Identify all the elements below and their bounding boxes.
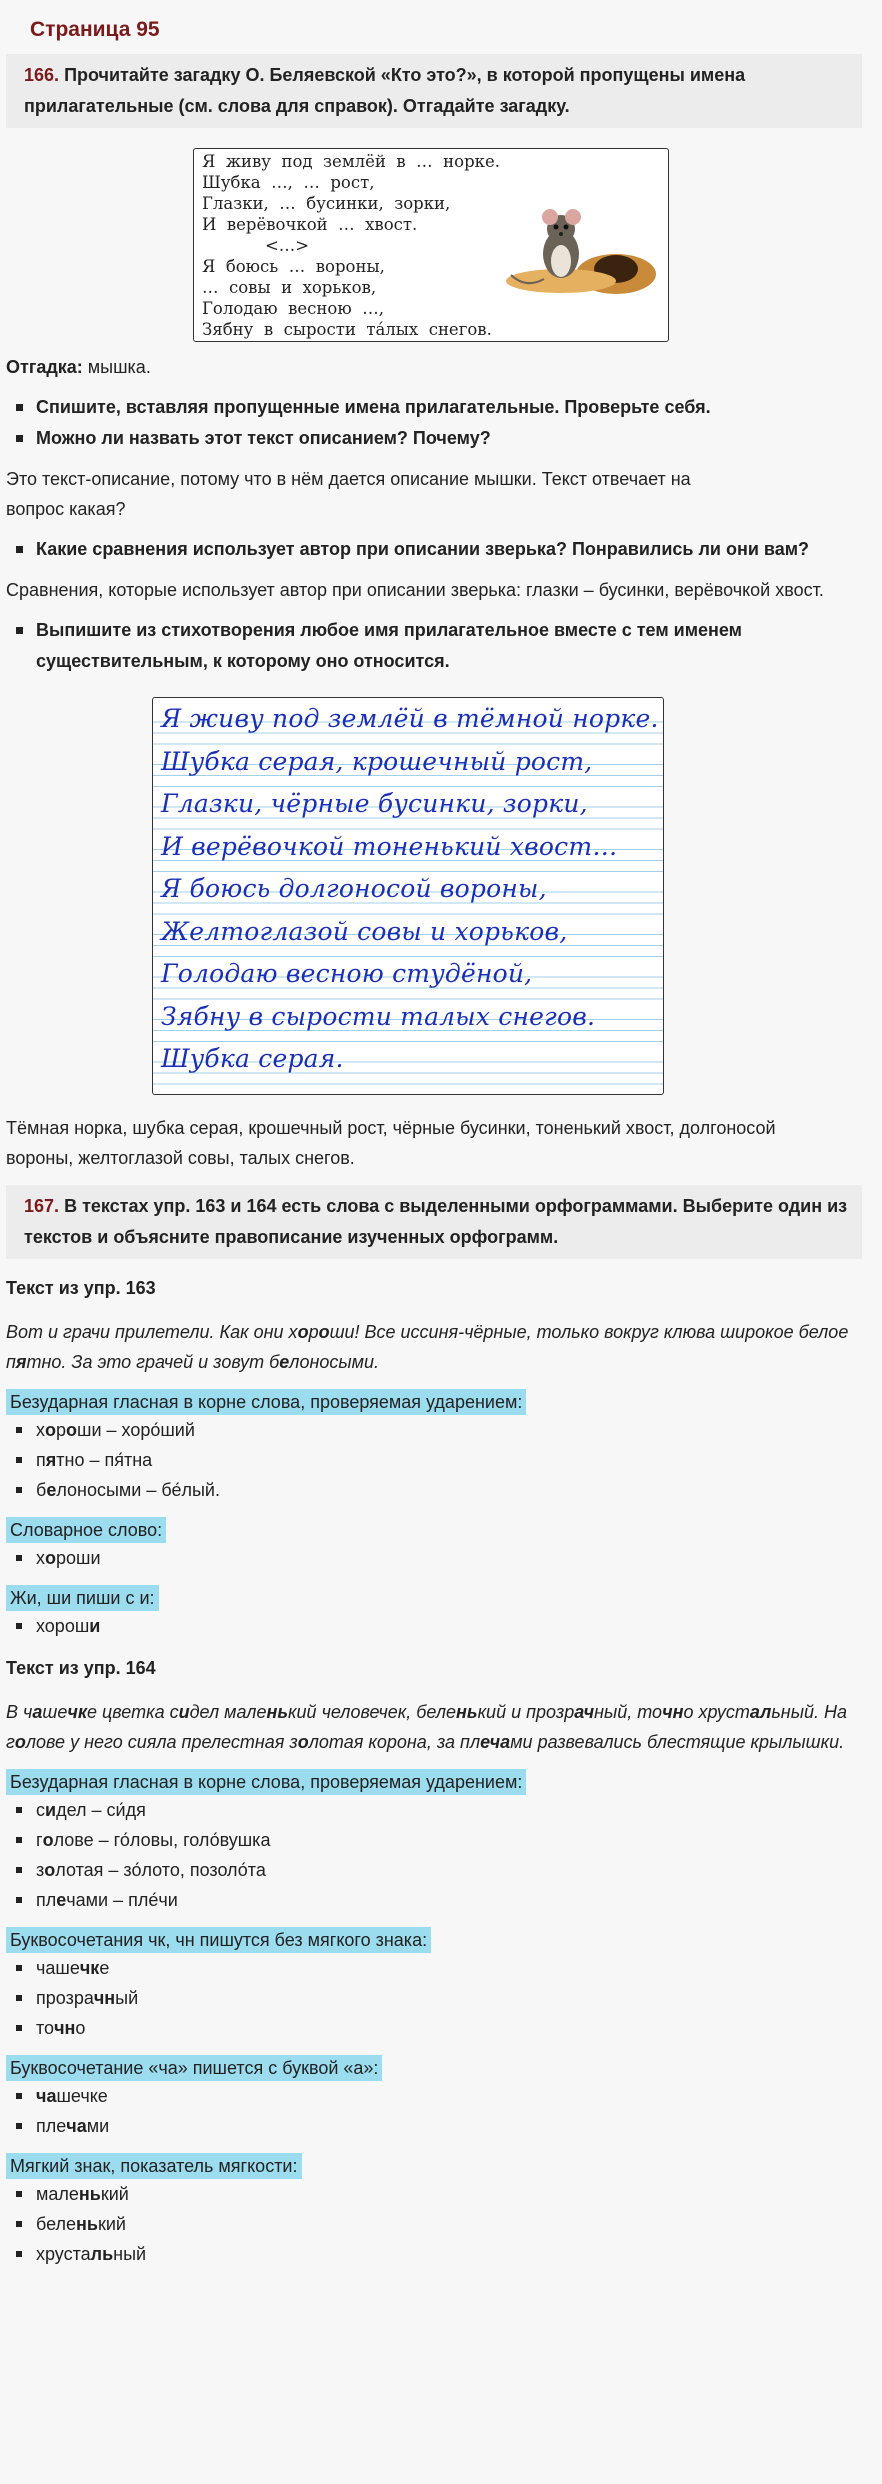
list-item: чашечке	[6, 2081, 876, 2111]
task-number: 166.	[24, 65, 60, 85]
highlighted-letter: о	[297, 1322, 309, 1342]
highlighted-letter: чк	[67, 1702, 87, 1722]
list-item: Можно ли назвать этот текст описанием? Почему?	[6, 423, 876, 454]
handwritten-line: Я живу под землёй в тёмной норке.	[161, 704, 659, 733]
rule-examples	[6, 1415, 876, 1505]
riddle-line: Глазки, … бусинки, зорки,	[202, 194, 451, 213]
list-item: пятно – пя́тна	[6, 1445, 876, 1475]
riddle-image	[193, 148, 669, 342]
task-number: 167.	[24, 1196, 60, 1216]
handwritten-line: Голодаю весною студёной,	[161, 959, 533, 988]
list-item: точно	[6, 2013, 876, 2043]
highlighted-letter: нь	[456, 1702, 478, 1722]
text-fragment: Вот и грачи прилетели. Как они х	[6, 1322, 298, 1342]
task-text: Прочитайте загадку О. Беляевской «Кто это?», в которой пропущены имена прилагательные (см. слова для справок). Отгадайте загадку.	[24, 65, 746, 116]
list-item: прозрачный	[6, 1983, 876, 2013]
riddle-line: И верёвочкой … хвост.	[202, 215, 418, 234]
text-163-body	[6, 1317, 856, 1377]
list-item: чашечке	[6, 1953, 876, 1983]
list-item: маленький	[6, 2179, 876, 2209]
highlighted-letter: ча	[489, 1732, 511, 1752]
rule-title: Буквосочетание «ча» пишется с буквой «а»:	[6, 2055, 382, 2081]
text-fragment: ши! Все иссиня-чёрные, только вокруг клюва широкое белое п	[6, 1322, 849, 1372]
text-164-body: В чашечке цветка сидел маленький человечек, беленький и прозрачный, точно хрустальный. На голове у него сияла прелестная золотая корона, за плечами развевались блестящие крылышки.	[6, 1702, 848, 1752]
highlighted-letter: чк	[79, 1958, 100, 1978]
highlighted-letter: чн	[93, 1988, 116, 2008]
riddle-line: Я боюсь … вороны,	[202, 257, 385, 276]
rule-block	[6, 1585, 876, 1641]
rule-title: Мягкий знак, показатель мягкости:	[6, 2153, 302, 2179]
list-item: хороши	[6, 1611, 876, 1641]
highlighted-letter: ль	[90, 2244, 114, 2264]
text-163-heading: Текст из упр. 163	[6, 1278, 156, 1298]
text-164-heading: Текст из упр. 164	[6, 1658, 156, 1678]
highlighted-letter: о	[66, 1420, 78, 1440]
questions-list-3	[6, 615, 786, 677]
riddle-line: … совы и хорьков,	[202, 278, 377, 297]
handwritten-line: Желтоглазой совы и хорьков,	[161, 916, 568, 946]
list-item: хрустальный	[6, 2239, 876, 2269]
questions-list-2	[6, 534, 876, 565]
handwritten-line: Глазки, чёрные бусинки, зорки,	[161, 789, 588, 818]
highlighted-letter: о	[45, 1420, 56, 1440]
list-item: Выпишите из стихотворения любое имя прилагательное вместе с тем именем существительным, к которому оно относится.	[6, 615, 786, 677]
highlighted-letter: нь	[76, 2214, 98, 2234]
answer-paragraph: Сравнения, которые использует автор при описании зверька: глазки – бусинки, верёвочкой хвост.	[6, 580, 824, 600]
rule-examples	[6, 2179, 876, 2269]
rule-examples	[6, 1953, 876, 2043]
riddle-line: Голодаю весною …,	[202, 299, 384, 318]
riddle-line: Я живу под землёй в … норке.	[202, 152, 500, 171]
page	[0, 18, 882, 2269]
rule-block	[6, 1927, 876, 2043]
highlighted-letter: е	[46, 1480, 57, 1500]
highlighted-letter: и	[178, 1702, 190, 1722]
handwritten-line: Шубка серая, крошечный рост,	[161, 746, 593, 776]
list-item: Какие сравнения использует автор при описании зверька? Понравились ли они вам?	[6, 534, 876, 565]
task-166-box	[6, 54, 862, 128]
highlighted-letter: я	[15, 1352, 27, 1372]
riddle-line: Шубка …, … рост,	[202, 173, 375, 192]
task-167-box	[6, 1185, 862, 1259]
list-item: золотая – зо́лото, позоло́та	[6, 1855, 876, 1885]
rule-title: Жи, ши пиши с и:	[6, 1585, 159, 1611]
riddle-line: Зябну в сырости та́лых снегов.	[202, 320, 492, 339]
highlighted-letter: чн	[662, 1702, 684, 1722]
page-title: Страница 95	[30, 18, 160, 41]
highlighted-letter: и	[45, 1800, 57, 1820]
rule-examples	[6, 2081, 876, 2141]
list-item: хороши	[6, 1543, 876, 1573]
rule-title: Словарное слово:	[6, 1517, 166, 1543]
rule-examples	[6, 1611, 876, 1641]
list-item: плечами	[6, 2111, 876, 2141]
highlighted-letter: ал	[749, 1702, 772, 1722]
handwriting-notebook	[152, 697, 664, 1095]
rule-block	[6, 2153, 876, 2269]
list-item: Спишите, вставляя пропущенные имена прилагательные. Проверьте себя.	[6, 392, 876, 423]
highlighted-letter: ча	[36, 2086, 57, 2106]
highlighted-letter: нь	[78, 2184, 101, 2204]
text-fragment: лоносыми.	[289, 1352, 379, 1372]
highlighted-letter: о	[44, 1860, 56, 1880]
highlighted-letter: о	[42, 1830, 54, 1850]
rule-examples	[6, 1795, 876, 1915]
list-item: голове – го́ловы, голо́вушка	[6, 1825, 876, 1855]
highlighted-letter: о	[45, 1548, 56, 1568]
answer-line	[6, 352, 876, 382]
highlighted-letter: е	[480, 1732, 490, 1752]
handwritten-line: Я боюсь долгоносой вороны,	[161, 874, 547, 903]
list-item: белоносыми – бе́лый.	[6, 1475, 876, 1505]
rule-title: Безударная гласная в корне слова, проверяемая ударением:	[6, 1389, 526, 1415]
list-item: хороши – хоро́ший	[6, 1415, 876, 1445]
riddle-line: <…>	[202, 236, 310, 255]
rule-examples	[6, 1543, 876, 1573]
rule-block	[6, 1389, 876, 1505]
riddle-text	[202, 151, 500, 340]
highlighted-letter: о	[14, 1732, 26, 1752]
mouse-illustration-icon	[506, 199, 656, 299]
answer-paragraph: Это текст-описание, потому что в нём дается описание мышки. Текст отвечает на вопрос какая?	[6, 469, 691, 519]
list-item: плечами – пле́чи	[6, 1885, 876, 1915]
highlighted-letter: чн	[54, 2018, 76, 2038]
questions-list-1	[6, 392, 876, 454]
highlighted-letter: е	[56, 1890, 67, 1910]
answer-paragraph: Тёмная норка, шубка серая, крошечный рост, чёрные бусинки, тоненький хвост, долгоносой вороны, желтоглазой совы, талых снегов.	[6, 1118, 776, 1168]
highlighted-letter: а	[32, 1702, 43, 1722]
handwritten-line: Шубка серая.	[161, 1044, 344, 1073]
task-text: В текстах упр. 163 и 164 есть слова с выделенными орфограммами. Выберите один из текстов и объясните правописание изученных орфограмм.	[24, 1196, 848, 1247]
highlighted-letter: о	[297, 1732, 309, 1752]
list-item: беленький	[6, 2209, 876, 2239]
list-item: сидел – си́дя	[6, 1795, 876, 1825]
highlighted-letter: я	[45, 1450, 57, 1470]
highlighted-letter: и	[89, 1616, 101, 1636]
text-fragment: р	[308, 1322, 319, 1342]
answer-label: Отгадка:	[6, 357, 83, 377]
rule-block	[6, 1769, 876, 1915]
highlighted-letter: ча	[66, 2116, 87, 2136]
answer-value: мышка.	[87, 357, 151, 377]
highlighted-letter: о	[318, 1322, 330, 1342]
rule-block	[6, 2055, 876, 2141]
highlighted-letter: ач	[574, 1702, 595, 1722]
rule-title: Безударная гласная в корне слова, проверяемая ударением:	[6, 1769, 526, 1795]
text-fragment: тно. За это грачей и зовут б	[26, 1352, 280, 1372]
rule-title: Буквосочетания чк, чн пишутся без мягкого знака:	[6, 1927, 431, 1953]
highlighted-letter: е	[279, 1352, 290, 1372]
rule-block	[6, 1517, 876, 1573]
handwritten-line: Зябну в сырости талых снегов.	[161, 1001, 596, 1031]
highlighted-letter: нь	[266, 1702, 289, 1722]
handwritten-line: И верёвочкой тоненький хвост…	[161, 831, 618, 861]
